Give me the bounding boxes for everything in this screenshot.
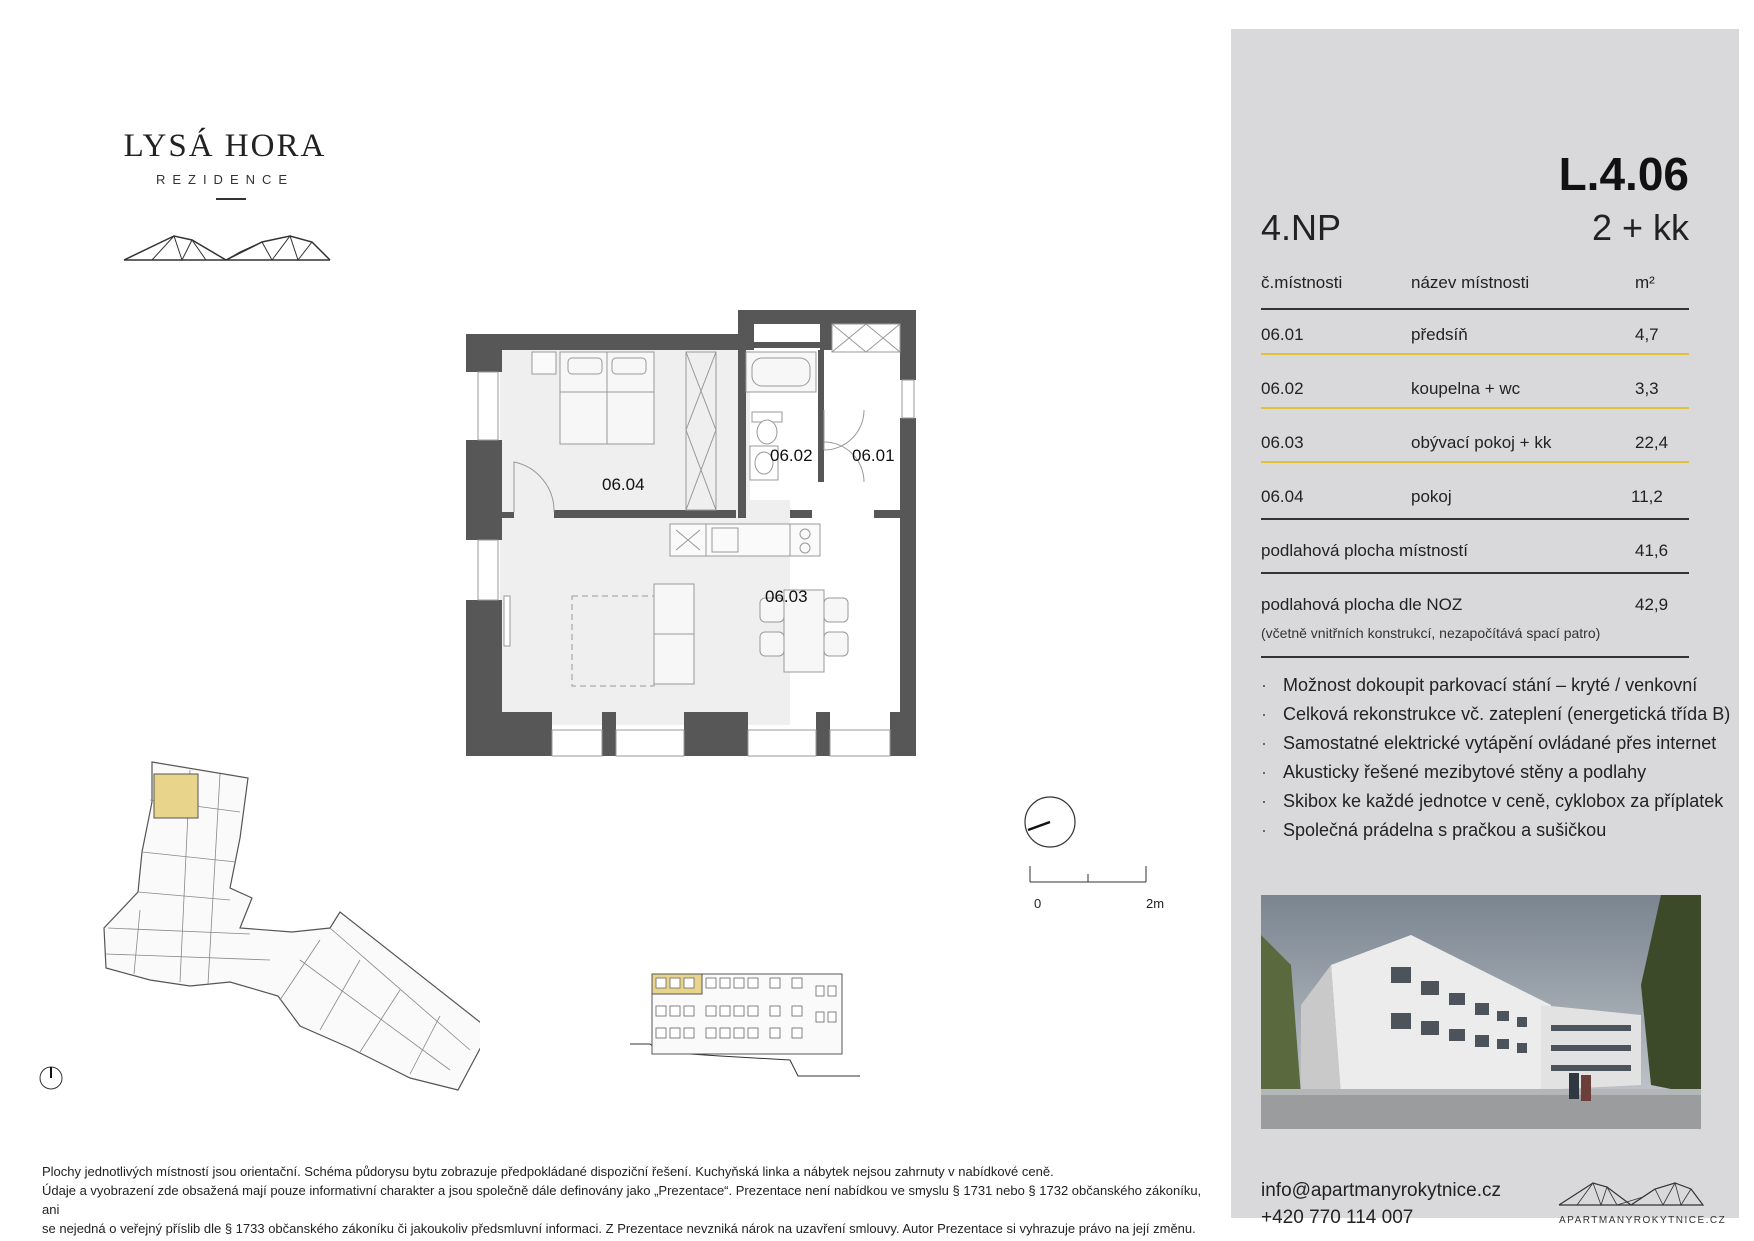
kitchen-icon [670, 524, 820, 556]
feature-text: Možnost dokoupit parkovací stání – kryté / venkovní [1283, 675, 1698, 695]
footer-mountain-logo-icon [1557, 1175, 1705, 1211]
floor-plan [460, 300, 960, 765]
row-area: 3,3 [1635, 379, 1659, 398]
table-rule [1261, 407, 1689, 409]
brand-subtitle: REZIDENCE [155, 172, 295, 187]
mountain-logo-icon [122, 230, 332, 262]
disclaimer-line: Plochy jednotlivých místností jsou orientační. Schéma půdorysu bytu zobrazuje předpokládané dispoziční řešení. Kuchyňská linka a nábytek nejsou zahrnuty v nabídkové ceně. [42, 1164, 1054, 1179]
brand-divider [216, 198, 246, 200]
row-no: 06.04 [1261, 487, 1304, 506]
disclaimer-line: se nejedná o veřejný příslib dle § 1733 občanského zákoníku či jakoukoliv předsmluvní informaci. Z Prezentace nevzniká nárok na uzavření smlouvy. Autor Prezentace si vyhrazuje právo na její změnu. [42, 1221, 1196, 1236]
feature-text: Samostatné elektrické vytápění ovládané přes internet [1283, 733, 1717, 753]
feature-text: Akusticky řešené mezibytové stěny a podlahy [1283, 762, 1647, 782]
layout-label: 2 + kk [1591, 207, 1689, 248]
feature-text: Celková rekonstrukce vč. zateplení (energetická třída B) [1283, 704, 1731, 724]
brand-title: LYSÁ HORA [123, 128, 327, 164]
header-room-name: název místnosti [1411, 273, 1530, 292]
room-label-06-02: 06.02 [770, 446, 813, 465]
noz-area-note: (včetně vnitřních konstrukcí, nezapočítává spací patro) [1261, 625, 1601, 641]
row-name: obývací pokoj + kk [1411, 433, 1552, 452]
building-render-image [1261, 895, 1701, 1129]
header-room-no: č.místnosti [1261, 273, 1343, 292]
table-rule [1261, 518, 1689, 520]
noz-area-label: podlahová plocha dle NOZ [1261, 595, 1463, 614]
feature-item: · Společná prádelna s pračkou a sušičkou [1261, 820, 1607, 840]
building-elevation [630, 966, 860, 1078]
header-area: m² [1635, 273, 1655, 292]
unit-highlight [154, 774, 198, 818]
table-rule [1261, 461, 1689, 463]
row-area: 4,7 [1635, 325, 1659, 344]
floor-label: 4.NP [1261, 207, 1342, 248]
scale-start: 0 [1034, 896, 1042, 911]
feature-item: · Možnost dokoupit parkovací stání – kryté / venkovní [1261, 675, 1698, 695]
room-label-06-03: 06.03 [765, 587, 808, 606]
feature-text: Společná prádelna s pračkou a sušičkou [1283, 820, 1607, 840]
row-area: 11,2 [1631, 487, 1663, 506]
table-rule [1261, 572, 1689, 574]
feature-item: · Celková rekonstrukce vč. zateplení (energetická třída B) [1261, 704, 1731, 724]
room-label-06-04: 06.04 [602, 475, 645, 494]
footer-website[interactable]: APARTMANYROKYTNICE.CZ [1559, 1215, 1727, 1226]
floor-area-value: 41,6 [1635, 541, 1669, 560]
disclaimer-line: Údaje a vyobrazení zde obsažená mají pouze informativní charakter a jsou společně dále definovány jako „Prezentace“. Prezentace není nabídkou ve smyslu § 1731 nebo § 1732 občanského zákoníku, ani [42, 1183, 1202, 1217]
row-no: 06.02 [1261, 379, 1304, 398]
info-panel [1231, 29, 1739, 1228]
noz-area-value: 42,9 [1635, 595, 1669, 614]
contact-email[interactable]: info@apartmanyrokytnice.cz [1261, 1180, 1501, 1201]
row-no: 06.03 [1261, 433, 1304, 452]
row-name: pokoj [1411, 487, 1452, 506]
feature-item: · Skibox ke každé jednotce v ceně, cyklobox za příplatek [1261, 791, 1724, 811]
bathtub-icon [746, 352, 816, 392]
row-area: 22,4 [1635, 433, 1669, 452]
scale-end: 2m [1146, 896, 1165, 911]
contact-phone[interactable]: +420 770 114 007 [1261, 1207, 1414, 1228]
row-no: 06.01 [1261, 325, 1304, 344]
compass-icon [1022, 794, 1078, 850]
feature-text: Skibox ke každé jednotce v ceně, cyklobox za příplatek [1283, 791, 1724, 811]
scale-bar-icon [1028, 866, 1152, 886]
unit-code: L.4.06 [1558, 148, 1689, 200]
site-compass-icon [38, 1065, 64, 1091]
site-plan [30, 760, 480, 1100]
table-rule [1261, 308, 1689, 310]
table-rule [1261, 656, 1689, 658]
room-label-06-01: 06.01 [852, 446, 895, 465]
bed-icon [560, 352, 654, 444]
row-name: předsíň [1411, 325, 1468, 344]
feature-item: · Akusticky řešené mezibytové stěny a podlahy [1261, 762, 1647, 782]
table-rule [1261, 353, 1689, 355]
floor-area-label: podlahová plocha místností [1261, 541, 1468, 560]
feature-item: · Samostatné elektrické vytápění ovládané přes internet [1261, 733, 1717, 753]
row-name: koupelna + wc [1411, 379, 1521, 398]
disclaimer [42, 1162, 1212, 1238]
